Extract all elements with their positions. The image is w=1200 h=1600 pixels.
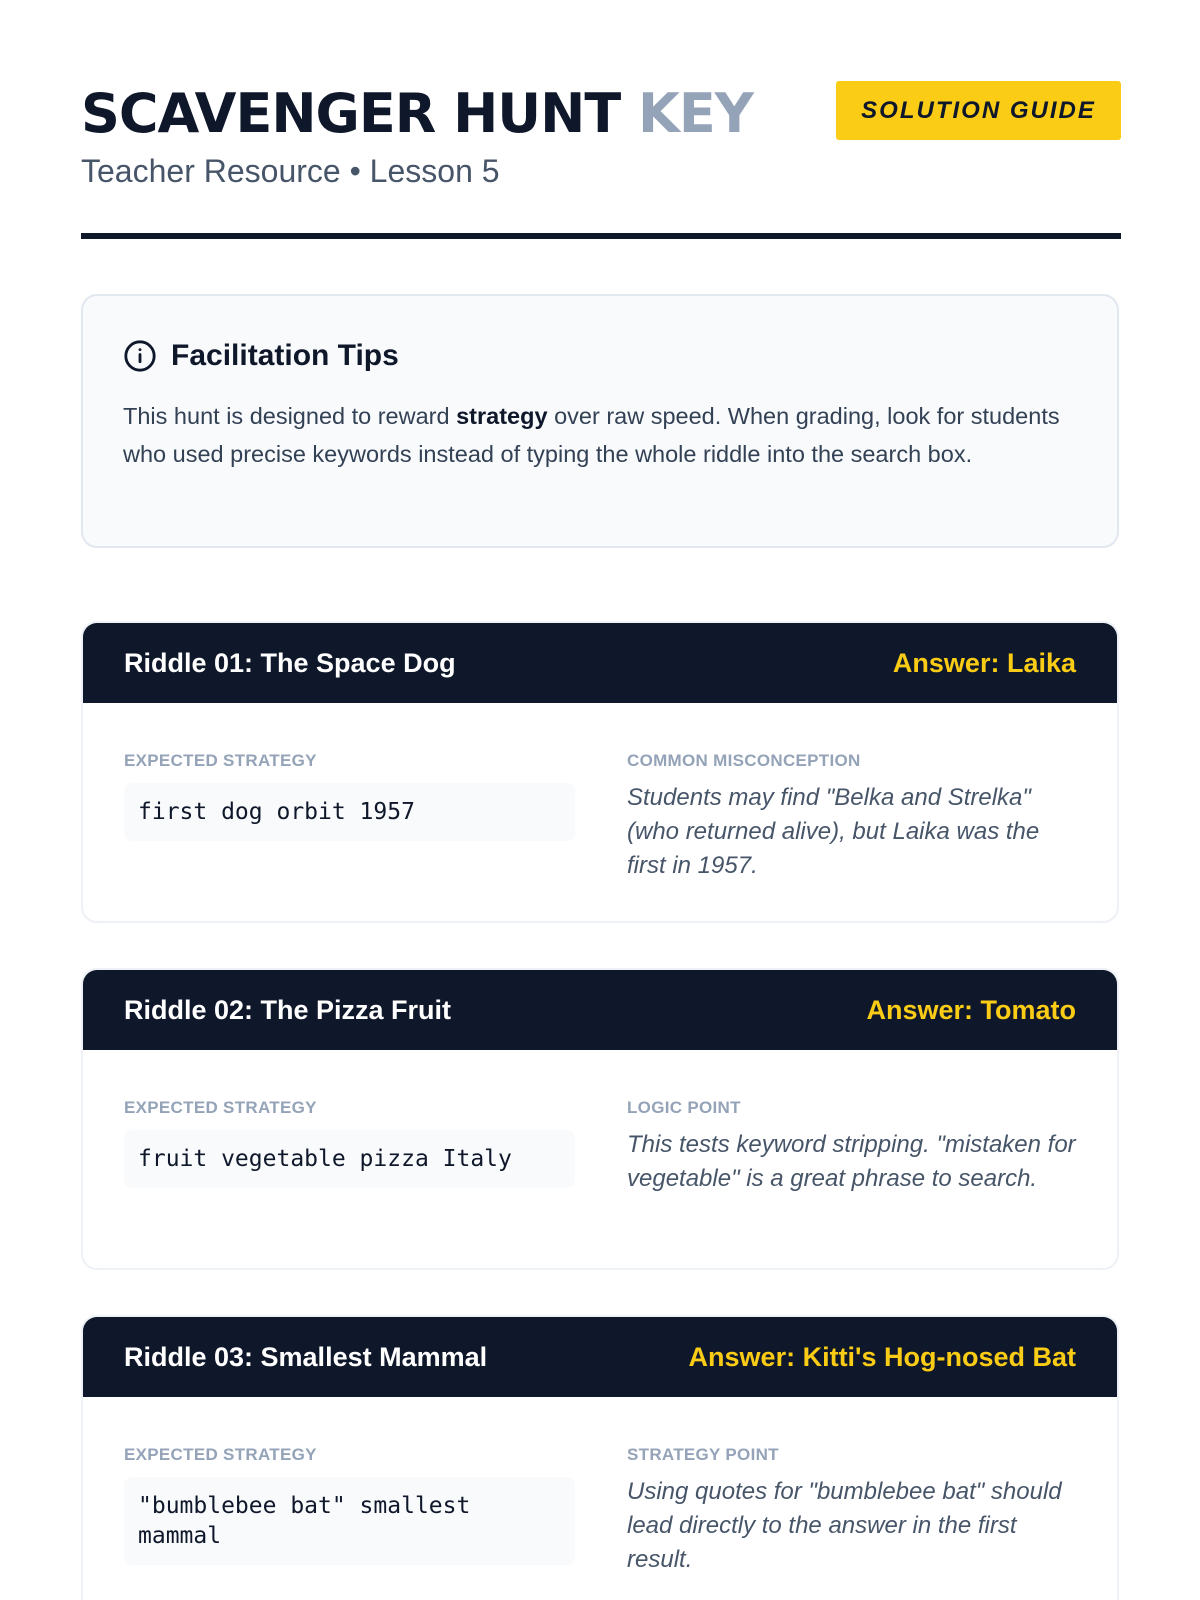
riddle-card xyxy=(81,1315,1119,1600)
tips-text-before: This hunt is designed to reward xyxy=(123,403,457,429)
strategy-search-query: "bumblebee bat" smallest mammal xyxy=(124,1477,575,1565)
strategy-search-query: first dog orbit 1957 xyxy=(124,783,575,841)
riddle-card xyxy=(81,621,1119,923)
note-text: Using quotes for "bumblebee bat" should lead directly to the answer in the first result. xyxy=(627,1478,1062,1573)
page-header xyxy=(81,78,1121,238)
tips-text xyxy=(123,397,1083,473)
page-title xyxy=(81,78,753,150)
riddle-answer: Answer: Laika xyxy=(892,648,1076,678)
facilitation-tips-panel xyxy=(81,294,1119,548)
riddle-card-header xyxy=(83,970,1117,1050)
tips-text-bold: strategy xyxy=(456,403,548,429)
note-label: COMMON MISCONCEPTION xyxy=(627,751,861,770)
note-text: This tests keyword stripping. "mistaken for vegetable" is a great phrase to search. xyxy=(627,1131,1076,1192)
tips-title: Facilitation Tips xyxy=(171,339,399,372)
info-icon xyxy=(123,339,157,373)
note-text: Students may find "Belka and Strelka" (who returned alive), but Laika was the first in 1957. xyxy=(627,784,1040,879)
tips-heading xyxy=(123,336,399,376)
header-divider xyxy=(81,233,1121,239)
riddle-title: Riddle 01: The Space Dog xyxy=(124,648,456,678)
strategy-search-query: fruit vegetable pizza Italy xyxy=(124,1130,575,1188)
page-subtitle: Teacher Resource • Lesson 5 xyxy=(81,153,500,189)
strategy-label: EXPECTED STRATEGY xyxy=(124,1098,317,1117)
riddle-title: Riddle 03: Smallest Mammal xyxy=(124,1342,488,1372)
riddle-answer: Answer: Kitti's Hog-nosed Bat xyxy=(688,1342,1076,1372)
note-label: LOGIC POINT xyxy=(627,1098,741,1117)
title-main: SCAVENGER HUNT xyxy=(81,82,621,145)
riddle-card-header xyxy=(83,623,1117,703)
title-accent: KEY xyxy=(638,82,753,145)
riddle-card xyxy=(81,968,1119,1270)
strategy-label: EXPECTED STRATEGY xyxy=(124,751,317,770)
riddle-answer: Answer: Tomato xyxy=(866,995,1076,1025)
riddle-card-header xyxy=(83,1317,1117,1397)
tips-text-after: over raw speed. When grading, look for students who used precise keywords instead of typing the whole riddle into the search box. xyxy=(123,403,1060,467)
riddle-title: Riddle 02: The Pizza Fruit xyxy=(124,995,452,1025)
note-label: STRATEGY POINT xyxy=(627,1445,779,1464)
strategy-label: EXPECTED STRATEGY xyxy=(124,1445,317,1464)
solution-guide-badge: SOLUTION GUIDE xyxy=(836,81,1121,140)
